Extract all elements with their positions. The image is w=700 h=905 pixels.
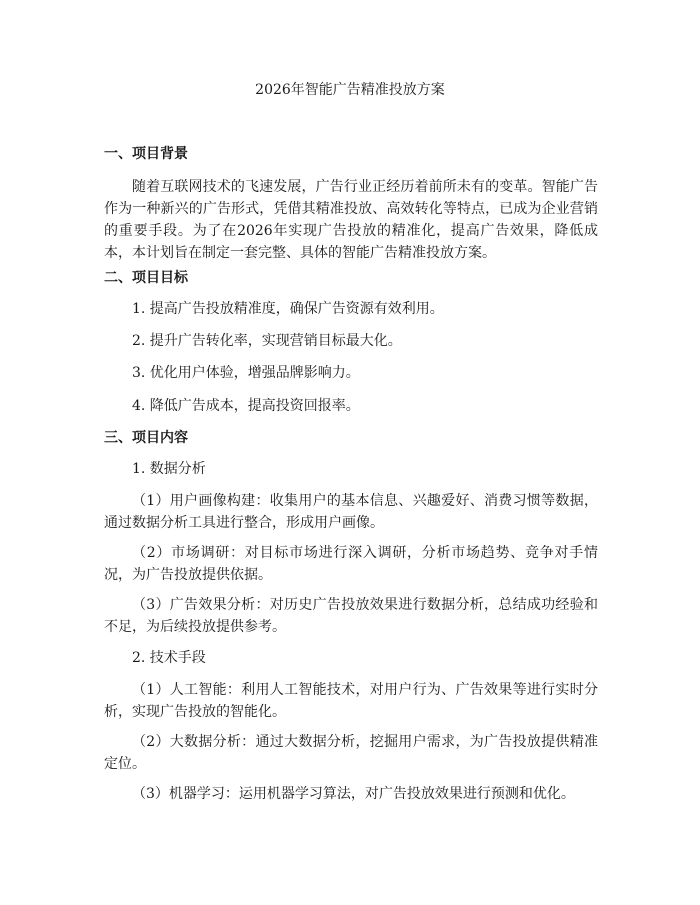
technical-means-paragraph: （3）机器学习：运用机器学习算法，对广告投放效果进行预测和优化。 <box>132 786 575 802</box>
data-analysis-paragraph: （3）广告效果分析：对历史广告投放效果进行数据分析，总结成功经验和不足，为后续投放提供参考。 <box>104 597 598 635</box>
goal-item: 4. 降低广告成本，提高投资回报率。 <box>132 398 360 414</box>
technical-means-paragraph: （2）大数据分析：通过大数据分析，挖掘用户需求，为广告投放提供精准定位。 <box>104 734 598 772</box>
goal-item: 2. 提升广告转化率，实现营销目标最大化。 <box>132 333 402 349</box>
background-paragraph: 随着互联网技术的飞速发展，广告行业正经历着前所未有的变革。智能广告作为一种新兴的广告形式，凭借其精准投放、高效转化等特点，已成为企业营销的重要手段。为了在2026年实现广告投放的精准化，提高广告效果，降低成本，本计划旨在制定一套完整、具体的智能广告精准投放方案。 <box>104 179 598 261</box>
section-heading-goals: 二、项目目标 <box>104 270 188 286</box>
subsection-heading-data-analysis: 1. 数据分析 <box>132 461 206 477</box>
document-title: 2026年智能广告精准投放方案 <box>255 82 445 98</box>
subsection-heading-technical-means: 2. 技术手段 <box>132 650 206 666</box>
goal-item: 3. 优化用户体验，增强品牌影响力。 <box>132 365 360 381</box>
technical-means-paragraph: （1）人工智能：利用人工智能技术，对用户行为、广告效果等进行实时分析，实现广告投放的智能化。 <box>104 682 598 720</box>
goal-item: 1. 提高广告投放精准度，确保广告资源有效利用。 <box>132 301 444 317</box>
data-analysis-paragraph: （1）用户画像构建：收集用户的基本信息、兴趣爱好、消费习惯等数据，通过数据分析工具进行整合，形成用户画像。 <box>104 493 598 531</box>
data-analysis-paragraph: （2）市场调研：对目标市场进行深入调研，分析市场趋势、竞争对手情况，为广告投放提供依据。 <box>104 545 598 583</box>
section-heading-content: 三、项目内容 <box>104 430 188 446</box>
section-heading-background: 一、项目背景 <box>104 146 188 162</box>
